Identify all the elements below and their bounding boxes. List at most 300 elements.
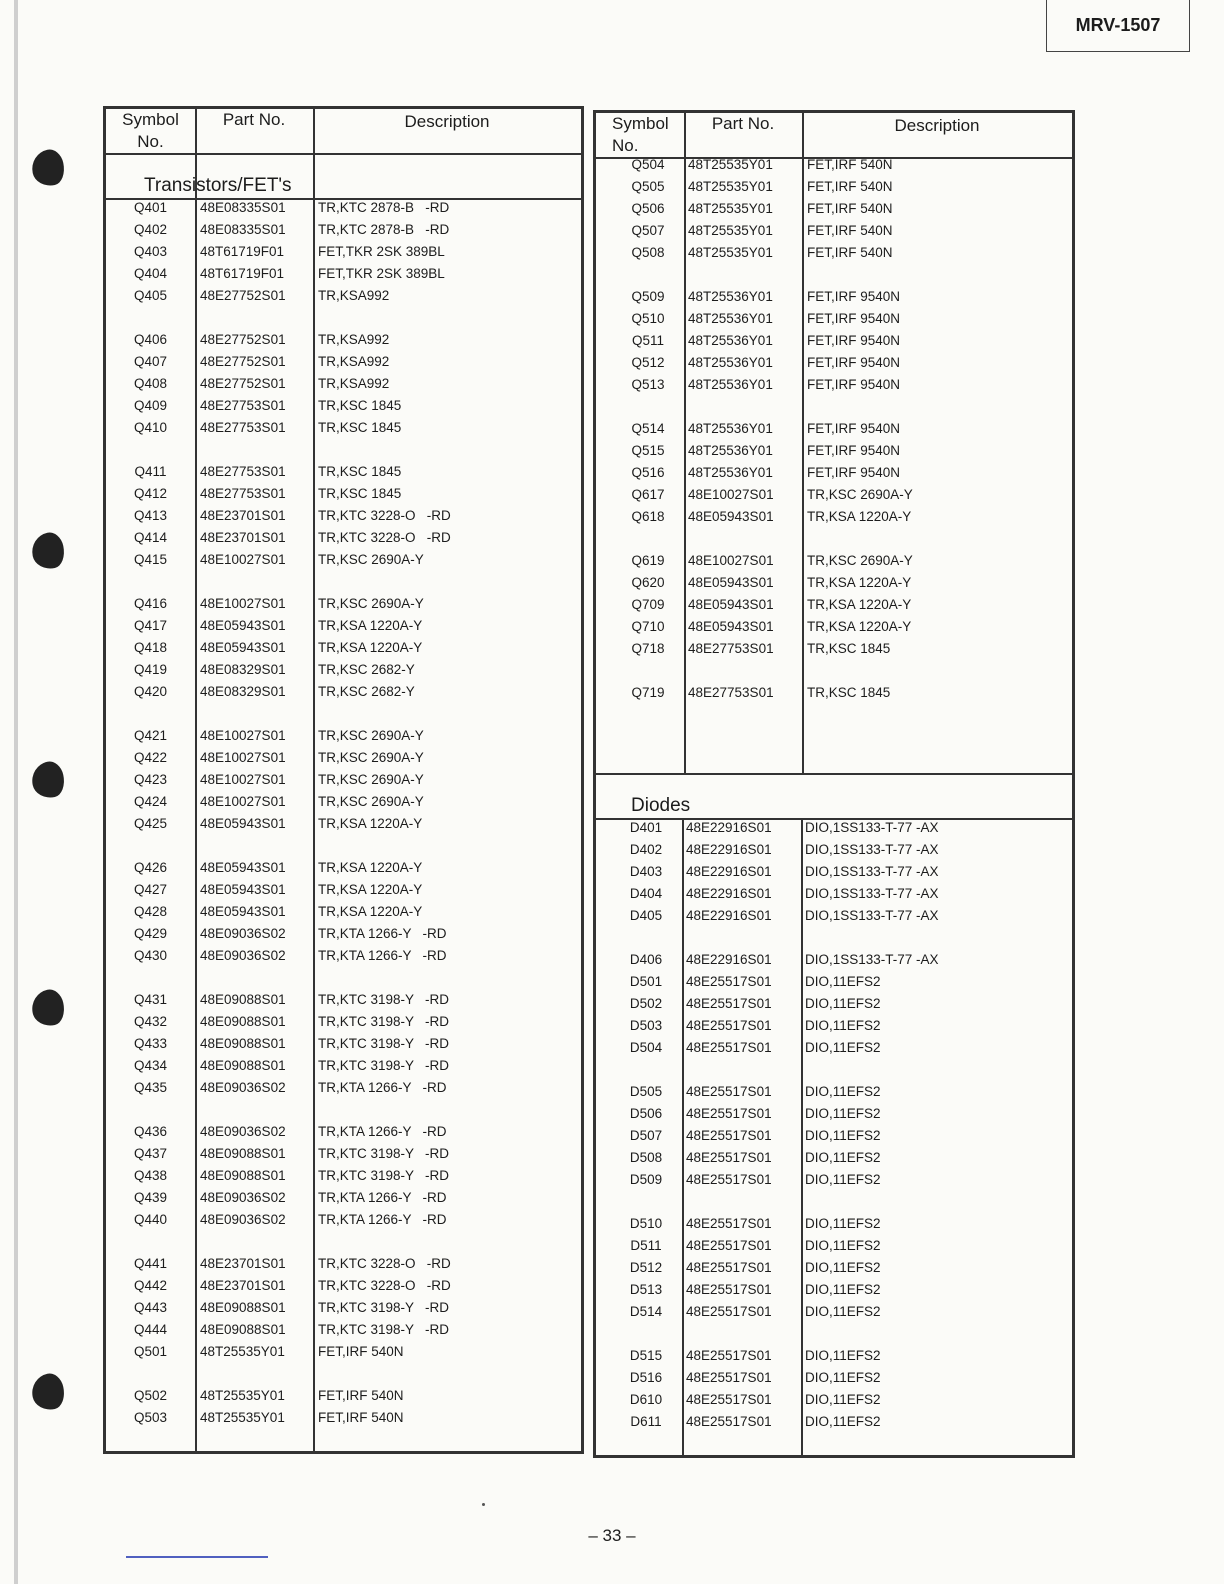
table-row bbox=[106, 769, 581, 791]
part-number-cell: 48E25517S01 bbox=[686, 1040, 772, 1055]
description-cell: DIO,11EFS2 bbox=[805, 996, 881, 1011]
part-number-cell: 48E23701S01 bbox=[200, 1256, 286, 1271]
part-number-cell: 48E10027S01 bbox=[200, 772, 286, 787]
table-row bbox=[596, 308, 1072, 330]
table-row bbox=[106, 395, 581, 417]
description-cell: TR,KTC 3228-O -RD bbox=[318, 508, 451, 523]
symbol-cell: D505 bbox=[629, 1084, 663, 1099]
symbol-cell: D610 bbox=[629, 1392, 663, 1407]
description-cell: DIO,11EFS2 bbox=[805, 1128, 881, 1143]
table-row bbox=[106, 285, 581, 307]
description-cell: TR,KSA 1220A-Y bbox=[807, 575, 912, 590]
symbol-cell: Q718 bbox=[631, 641, 665, 656]
description-cell: TR,KTC 3198-Y -RD bbox=[318, 1146, 450, 1161]
symbol-cell: D406 bbox=[629, 952, 663, 967]
part-number-cell: 48E27753S01 bbox=[200, 486, 286, 501]
description-cell: TR,KSA992 bbox=[318, 288, 390, 303]
symbol-cell: Q419 bbox=[133, 662, 168, 677]
part-number-cell: 48E09088S01 bbox=[200, 1058, 286, 1073]
description-cell: TR,KTC 3228-O -RD bbox=[318, 530, 451, 545]
description-cell: DIO,11EFS2 bbox=[805, 1392, 881, 1407]
symbol-cell: Q719 bbox=[631, 685, 665, 700]
table-row bbox=[106, 1385, 581, 1407]
symbol-cell: Q413 bbox=[133, 508, 168, 523]
table-row bbox=[596, 198, 1072, 220]
table-row bbox=[596, 1411, 1072, 1433]
description-cell: TR,KTA 1266-Y -RD bbox=[318, 1124, 447, 1139]
scan-speck bbox=[482, 1503, 485, 1506]
symbol-cell: Q423 bbox=[133, 772, 168, 787]
part-number-cell: 48E25517S01 bbox=[686, 1106, 772, 1121]
part-number-cell: 48E25517S01 bbox=[686, 1304, 772, 1319]
symbol-cell: D402 bbox=[629, 842, 663, 857]
symbol-cell: Q435 bbox=[133, 1080, 168, 1095]
symbol-cell: D512 bbox=[629, 1260, 663, 1275]
part-number-cell: 48E22916S01 bbox=[686, 952, 772, 967]
part-number-cell: 48E23701S01 bbox=[200, 508, 286, 523]
part-number-cell: 48E27753S01 bbox=[688, 685, 774, 700]
part-number-cell: 48T25536Y01 bbox=[688, 443, 773, 458]
symbol-cell: D404 bbox=[629, 886, 663, 901]
description-cell: DIO,11EFS2 bbox=[805, 1106, 881, 1121]
table-row bbox=[106, 879, 581, 901]
part-number-cell: 48E05943S01 bbox=[200, 816, 286, 831]
symbol-cell: Q507 bbox=[631, 223, 665, 238]
description-cell: TR,KSC 2682-Y bbox=[318, 662, 415, 677]
table-row bbox=[596, 817, 1072, 839]
table-row bbox=[596, 861, 1072, 883]
table-row bbox=[596, 1367, 1072, 1389]
table-row bbox=[106, 945, 581, 967]
symbol-cell: Q416 bbox=[133, 596, 168, 611]
part-number-cell: 48T25536Y01 bbox=[688, 311, 773, 326]
symbol-cell: Q514 bbox=[631, 421, 665, 436]
description-cell: TR,KSA 1220A-Y bbox=[318, 882, 423, 897]
table-row bbox=[596, 1213, 1072, 1235]
description-cell: FET,IRF 540N bbox=[318, 1410, 404, 1425]
description-cell: FET,IRF 9540N bbox=[807, 311, 901, 326]
table-row bbox=[596, 949, 1072, 971]
symbol-cell: Q409 bbox=[133, 398, 168, 413]
table-row bbox=[596, 572, 1072, 594]
symbol-cell: Q430 bbox=[133, 948, 168, 963]
symbol-cell: Q437 bbox=[133, 1146, 168, 1161]
table-row bbox=[596, 352, 1072, 374]
part-number-cell: 48T61719F01 bbox=[200, 244, 285, 259]
section-title-transistors: Transistors/FET's bbox=[144, 175, 292, 196]
symbol-cell: Q411 bbox=[134, 464, 167, 479]
description-cell: TR,KTA 1266-Y -RD bbox=[318, 926, 447, 941]
table-row bbox=[596, 682, 1072, 704]
symbol-cell: D506 bbox=[629, 1106, 663, 1121]
symbol-cell: D513 bbox=[629, 1282, 663, 1297]
part-number-cell: 48E05943S01 bbox=[200, 904, 286, 919]
description-cell: DIO,11EFS2 bbox=[805, 1216, 881, 1231]
symbol-cell: Q408 bbox=[133, 376, 168, 391]
symbol-cell: Q403 bbox=[133, 244, 168, 259]
part-number-cell: 48E27753S01 bbox=[200, 464, 286, 479]
description-cell: TR,KTA 1266-Y -RD bbox=[318, 1212, 447, 1227]
symbol-cell: Q431 bbox=[133, 992, 168, 1007]
description-cell: FET,IRF 540N bbox=[807, 157, 893, 172]
table-row bbox=[106, 241, 581, 263]
part-number-cell: 48E25517S01 bbox=[686, 1018, 772, 1033]
part-number-cell: 48E25517S01 bbox=[686, 1348, 772, 1363]
part-number-cell: 48E25517S01 bbox=[686, 1282, 772, 1297]
symbol-cell: Q505 bbox=[631, 179, 665, 194]
part-number-cell: 48E27752S01 bbox=[200, 354, 286, 369]
table-row bbox=[106, 615, 581, 637]
table-row bbox=[596, 1103, 1072, 1125]
symbol-cell: Q440 bbox=[133, 1212, 168, 1227]
description-cell: TR,KSA 1220A-Y bbox=[807, 597, 912, 612]
part-number-cell: 48T25535Y01 bbox=[688, 245, 773, 260]
description-cell: TR,KSA 1220A-Y bbox=[318, 816, 423, 831]
description-cell: FET,IRF 540N bbox=[318, 1344, 404, 1359]
table-row bbox=[106, 417, 581, 439]
table-row bbox=[596, 286, 1072, 308]
description-cell: TR,KSA 1220A-Y bbox=[318, 640, 423, 655]
symbol-cell: Q509 bbox=[631, 289, 665, 304]
table-row bbox=[106, 197, 581, 219]
part-number-cell: 48E08329S01 bbox=[200, 684, 286, 699]
description-cell: TR,KSC 2690A-Y bbox=[807, 487, 913, 502]
part-number-cell: 48E23701S01 bbox=[200, 1278, 286, 1293]
description-cell: DIO,1SS133-T-77 -AX bbox=[805, 886, 939, 901]
table-row bbox=[596, 1169, 1072, 1191]
part-number-cell: 48E25517S01 bbox=[686, 1260, 772, 1275]
table-row bbox=[106, 857, 581, 879]
symbol-cell: Q415 bbox=[133, 552, 168, 567]
description-cell: TR,KTC 3198-Y -RD bbox=[318, 992, 450, 1007]
part-number-cell: 48E25517S01 bbox=[686, 1128, 772, 1143]
part-number-cell: 48E09088S01 bbox=[200, 1168, 286, 1183]
description-cell: TR,KTC 3228-O -RD bbox=[318, 1278, 451, 1293]
description-cell: FET,IRF 540N bbox=[807, 223, 893, 238]
symbol-cell: Q429 bbox=[133, 926, 168, 941]
scan-underline bbox=[126, 1556, 268, 1558]
symbol-cell: Q436 bbox=[133, 1124, 168, 1139]
symbol-cell: Q512 bbox=[631, 355, 665, 370]
symbol-cell: Q421 bbox=[133, 728, 168, 743]
description-cell: DIO,1SS133-T-77 -AX bbox=[805, 864, 939, 879]
symbol-cell: Q418 bbox=[133, 640, 168, 655]
description-header: Description bbox=[404, 112, 490, 131]
part-number-cell: 48E09088S01 bbox=[200, 1322, 286, 1337]
symbol-cell: D403 bbox=[629, 864, 663, 879]
description-header: Description bbox=[894, 116, 980, 135]
description-cell: TR,KSC 1845 bbox=[807, 685, 891, 700]
description-cell: TR,KTA 1266-Y -RD bbox=[318, 1080, 447, 1095]
description-cell: FET,IRF 9540N bbox=[807, 333, 901, 348]
symbol-cell: Q417 bbox=[133, 618, 168, 633]
description-cell: DIO,11EFS2 bbox=[805, 1084, 881, 1099]
table-row bbox=[106, 1319, 581, 1341]
symbol-cell: Q402 bbox=[133, 222, 168, 237]
table-row bbox=[106, 791, 581, 813]
right-parts-table bbox=[593, 110, 1075, 1458]
description-cell: DIO,11EFS2 bbox=[805, 1238, 881, 1253]
table-row bbox=[106, 1033, 581, 1055]
part-number-cell: 48E25517S01 bbox=[686, 1150, 772, 1165]
symbol-cell: D510 bbox=[629, 1216, 663, 1231]
table-row bbox=[596, 1081, 1072, 1103]
part-number-cell: 48E08335S01 bbox=[200, 200, 286, 215]
description-cell: FET,TKR 2SK 389BL bbox=[318, 244, 445, 259]
part-number-cell: 48E05943S01 bbox=[688, 619, 774, 634]
binder-edge bbox=[14, 0, 18, 1584]
description-cell: DIO,11EFS2 bbox=[805, 1040, 881, 1055]
table-row bbox=[596, 506, 1072, 528]
part-number-cell: 48E22916S01 bbox=[686, 886, 772, 901]
table-row bbox=[106, 373, 581, 395]
symbol-cell: D503 bbox=[629, 1018, 663, 1033]
symbol-cell: Q503 bbox=[133, 1410, 168, 1425]
punch-hole bbox=[29, 1371, 68, 1413]
punch-hole bbox=[29, 147, 68, 189]
table-row bbox=[106, 461, 581, 483]
punch-hole bbox=[29, 530, 68, 572]
symbol-cell: Q427 bbox=[133, 882, 168, 897]
description-cell: TR,KTC 2878-B -RD bbox=[318, 222, 450, 237]
symbol-cell: Q618 bbox=[631, 509, 665, 524]
part-number-cell: 48T25536Y01 bbox=[688, 421, 773, 436]
table-row bbox=[596, 330, 1072, 352]
part-number-cell: 48E09036S02 bbox=[200, 1124, 286, 1139]
description-cell: DIO,11EFS2 bbox=[805, 1304, 881, 1319]
table-row bbox=[106, 593, 581, 615]
section-divider bbox=[596, 773, 1072, 775]
part-number-cell: 48T25536Y01 bbox=[688, 465, 773, 480]
symbol-cell: Q516 bbox=[631, 465, 665, 480]
table-row bbox=[596, 971, 1072, 993]
table-row bbox=[596, 1037, 1072, 1059]
symbol-cell: D401 bbox=[629, 820, 663, 835]
part-number-cell: 48E27752S01 bbox=[200, 288, 286, 303]
table-row bbox=[596, 462, 1072, 484]
section-title-diodes: Diodes bbox=[631, 795, 691, 816]
part-number-cell: 48E25517S01 bbox=[686, 1172, 772, 1187]
part-number-cell: 48T25536Y01 bbox=[688, 377, 773, 392]
description-cell: TR,KSA 1220A-Y bbox=[318, 860, 423, 875]
table-row bbox=[596, 883, 1072, 905]
table-row bbox=[596, 374, 1072, 396]
description-cell: DIO,11EFS2 bbox=[805, 1260, 881, 1275]
description-cell: TR,KSC 1845 bbox=[318, 486, 402, 501]
table-row bbox=[106, 351, 581, 373]
description-cell: DIO,11EFS2 bbox=[805, 1414, 881, 1429]
table-row bbox=[596, 839, 1072, 861]
symbol-cell: Q434 bbox=[133, 1058, 168, 1073]
description-cell: TR,KSA 1220A-Y bbox=[807, 509, 912, 524]
symbol-cell: D511 bbox=[630, 1238, 662, 1253]
part-number-cell: 48E09088S01 bbox=[200, 1300, 286, 1315]
symbol-cell: D611 bbox=[630, 1414, 662, 1429]
description-cell: TR,KTC 3198-Y -RD bbox=[318, 1168, 450, 1183]
symbol-cell: Q513 bbox=[631, 377, 665, 392]
part-number-cell: 48E09036S02 bbox=[200, 1080, 286, 1095]
description-cell: TR,KTA 1266-Y -RD bbox=[318, 1190, 447, 1205]
table-row bbox=[596, 1301, 1072, 1323]
description-cell: DIO,11EFS2 bbox=[805, 1018, 881, 1033]
symbol-cell: Q407 bbox=[133, 354, 168, 369]
table-row bbox=[106, 1055, 581, 1077]
symbol-cell: Q504 bbox=[631, 157, 665, 172]
part-number-cell: 48E05943S01 bbox=[200, 618, 286, 633]
symbol-cell: D514 bbox=[629, 1304, 663, 1319]
symbol-cell: Q428 bbox=[133, 904, 168, 919]
table-row bbox=[106, 505, 581, 527]
symbol-cell: D504 bbox=[629, 1040, 663, 1055]
part-number-cell: 48E10027S01 bbox=[688, 553, 774, 568]
table-row bbox=[106, 1165, 581, 1187]
symbol-cell: D515 bbox=[629, 1348, 663, 1363]
part-number-cell: 48E25517S01 bbox=[686, 974, 772, 989]
part-number-cell: 48E05943S01 bbox=[200, 860, 286, 875]
description-cell: FET,IRF 9540N bbox=[807, 355, 901, 370]
symbol-cell: Q620 bbox=[631, 575, 665, 590]
part-number-cell: 48E27753S01 bbox=[200, 420, 286, 435]
description-cell: DIO,11EFS2 bbox=[805, 1282, 881, 1297]
description-cell: TR,KSC 2690A-Y bbox=[318, 552, 424, 567]
table-row bbox=[106, 725, 581, 747]
symbol-cell: Q420 bbox=[133, 684, 168, 699]
symbol-cell: Q425 bbox=[133, 816, 168, 831]
part-number-cell: 48T25535Y01 bbox=[200, 1410, 285, 1425]
table-row bbox=[106, 527, 581, 549]
part-number-cell: 48E25517S01 bbox=[686, 996, 772, 1011]
part-number-cell: 48E27752S01 bbox=[200, 332, 286, 347]
description-cell: TR,KSC 1845 bbox=[318, 398, 402, 413]
part-number-cell: 48T25535Y01 bbox=[688, 157, 773, 172]
part-number-cell: 48T25536Y01 bbox=[688, 289, 773, 304]
table-row bbox=[596, 1125, 1072, 1147]
description-cell: FET,IRF 9540N bbox=[807, 289, 901, 304]
part-number-cell: 48E05943S01 bbox=[688, 509, 774, 524]
part-number-cell: 48E27752S01 bbox=[200, 376, 286, 391]
part-number-cell: 48E10027S01 bbox=[200, 728, 286, 743]
part-number-cell: 48E25517S01 bbox=[686, 1238, 772, 1253]
table-row bbox=[596, 1147, 1072, 1169]
table-row bbox=[596, 220, 1072, 242]
table-row bbox=[106, 1407, 581, 1429]
description-cell: DIO,11EFS2 bbox=[805, 1172, 881, 1187]
symbol-cell: Q422 bbox=[133, 750, 168, 765]
table-row bbox=[106, 1253, 581, 1275]
description-cell: TR,KSC 2690A-Y bbox=[318, 772, 424, 787]
description-cell: TR,KSC 1845 bbox=[318, 420, 402, 435]
table-row bbox=[106, 681, 581, 703]
punch-hole bbox=[29, 987, 68, 1029]
description-cell: TR,KTC 3198-Y -RD bbox=[318, 1036, 450, 1051]
symbol-cell: Q617 bbox=[631, 487, 665, 502]
symbol-header bbox=[106, 109, 195, 153]
symbol-cell: D508 bbox=[629, 1150, 663, 1165]
symbol-cell: Q508 bbox=[631, 245, 665, 260]
symbol-cell: Q501 bbox=[133, 1344, 168, 1359]
description-cell: TR,KSA992 bbox=[318, 354, 390, 369]
table-row bbox=[106, 549, 581, 571]
table-row bbox=[596, 440, 1072, 462]
description-cell: DIO,11EFS2 bbox=[805, 1150, 881, 1165]
table-row bbox=[106, 1275, 581, 1297]
symbol-cell: Q510 bbox=[631, 311, 665, 326]
description-cell: FET,IRF 9540N bbox=[807, 421, 901, 436]
part-number-cell: 48T25535Y01 bbox=[688, 179, 773, 194]
description-cell: FET,IRF 540N bbox=[807, 245, 893, 260]
model-number: MRV-1507 bbox=[1046, 0, 1190, 52]
symbol-cell: Q401 bbox=[133, 200, 168, 215]
description-cell: TR,KSC 1845 bbox=[807, 641, 891, 656]
part-header: Part No. bbox=[711, 114, 775, 133]
description-cell: FET,IRF 9540N bbox=[807, 443, 901, 458]
table-row bbox=[596, 1235, 1072, 1257]
symbol-cell: Q426 bbox=[133, 860, 168, 875]
part-number-cell: 48T25535Y01 bbox=[200, 1388, 285, 1403]
symbol-cell: Q515 bbox=[631, 443, 665, 458]
part-number-cell: 48E10027S01 bbox=[688, 487, 774, 502]
table-row bbox=[106, 901, 581, 923]
table-row bbox=[596, 1257, 1072, 1279]
symbol-cell: Q404 bbox=[133, 266, 168, 281]
part-number-cell: 48E08335S01 bbox=[200, 222, 286, 237]
part-number-cell: 48E27753S01 bbox=[200, 398, 286, 413]
table-row bbox=[596, 1279, 1072, 1301]
table-row bbox=[106, 1121, 581, 1143]
table-row bbox=[106, 747, 581, 769]
symbol-cell: Q619 bbox=[631, 553, 665, 568]
description-cell: FET,IRF 9540N bbox=[807, 377, 901, 392]
part-number-cell: 48E05943S01 bbox=[200, 640, 286, 655]
part-number-cell: 48T25536Y01 bbox=[688, 333, 773, 348]
table-row bbox=[596, 905, 1072, 927]
description-cell: TR,KSC 2682-Y bbox=[318, 684, 415, 699]
description-cell: TR,KTC 2878-B -RD bbox=[318, 200, 450, 215]
symbol-cell: D501 bbox=[629, 974, 663, 989]
table-row bbox=[106, 1143, 581, 1165]
symbol-cell: D509 bbox=[629, 1172, 663, 1187]
symbol-cell: Q405 bbox=[133, 288, 168, 303]
description-cell: TR,KSC 2690A-Y bbox=[318, 794, 424, 809]
description-cell: TR,KTC 3198-Y -RD bbox=[318, 1322, 450, 1337]
part-number-cell: 48E09088S01 bbox=[200, 1146, 286, 1161]
part-number-cell: 48E25517S01 bbox=[686, 1370, 772, 1385]
description-cell: DIO,11EFS2 bbox=[805, 1370, 881, 1385]
description-cell: FET,IRF 540N bbox=[807, 179, 893, 194]
description-cell: TR,KTC 3198-Y -RD bbox=[318, 1058, 450, 1073]
description-cell: FET,TKR 2SK 389BL bbox=[318, 266, 445, 281]
part-number-cell: 48E25517S01 bbox=[686, 1414, 772, 1429]
part-number-cell: 48E05943S01 bbox=[688, 575, 774, 590]
header-divider bbox=[106, 153, 581, 155]
table-row bbox=[106, 329, 581, 351]
part-number-cell: 48E10027S01 bbox=[200, 794, 286, 809]
symbol-cell: Q406 bbox=[133, 332, 168, 347]
part-number-cell: 48E05943S01 bbox=[200, 882, 286, 897]
table-row bbox=[106, 219, 581, 241]
description-cell: DIO,1SS133-T-77 -AX bbox=[805, 908, 939, 923]
table-row bbox=[596, 594, 1072, 616]
left-parts-table bbox=[103, 106, 584, 1454]
description-cell: FET,IRF 9540N bbox=[807, 465, 901, 480]
symbol-cell: Q709 bbox=[631, 597, 665, 612]
part-number-cell: 48E09036S02 bbox=[200, 948, 286, 963]
symbol-cell: Q443 bbox=[133, 1300, 168, 1315]
description-cell: TR,KTC 3198-Y -RD bbox=[318, 1300, 450, 1315]
description-cell: TR,KSC 2690A-Y bbox=[318, 728, 424, 743]
symbol-cell: Q710 bbox=[631, 619, 665, 634]
part-number-cell: 48E25517S01 bbox=[686, 1392, 772, 1407]
